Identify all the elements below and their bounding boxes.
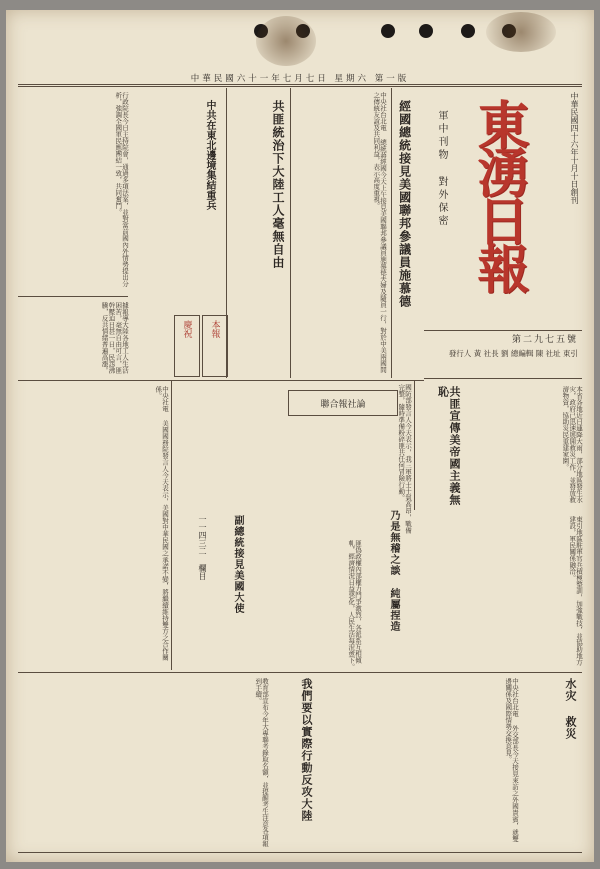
article-column-9: 中央社台北電 外交部長今天接見來訪之外國貴賓，就雙邊關係及國際情勢交換意見。 <box>504 678 519 842</box>
headline-1: 經國總統接見美國聯邦參議員施慕德 <box>397 100 412 308</box>
headline-6: 我們要以實際行動反攻大陸 <box>300 678 313 822</box>
article-column-6: 中央社電 美國國務院發言人今天表示，美國對中華民國之承諾不變，將繼續維持雙方之合作關係。 <box>154 386 169 661</box>
newspaper-page <box>6 10 594 862</box>
issue-number: 第二九七五號 <box>511 335 578 345</box>
headline-7: 水灾 救災 <box>564 678 577 740</box>
punch-hole <box>381 24 395 38</box>
headline-8: 共匪統治下大陸工人毫無自由 <box>271 100 285 269</box>
article-column-4: 國防部發言人今天表示，我三軍將士士氣高昂，戰備完整，隨時準備粉碎匪共任何冒險行動。 <box>397 384 412 534</box>
article-column-2: 行政院長今日主持院會，通過多項法案，並對當前國內外情勢提出分析，強調全國軍民應團結一致，共同奮鬥。 <box>114 92 129 287</box>
article-column-8: 東引地區駐軍官兵積極整訓，加強戰技，並協助地方建設，軍民關係融洽。 <box>568 516 583 666</box>
box-banner-1: 慶祝 <box>174 315 200 377</box>
masthead-date: 中華民國四十六年十月十日創刊 <box>570 92 579 204</box>
masthead-slogan: 軍中刊物 對外保密 <box>436 110 447 228</box>
stain <box>486 12 556 52</box>
article-column-5: 本省各地近日連降大雨，部分地區發生水灾，政府已迅速展開救災工作，並發放救濟物資，協助災民重建家園。 <box>561 386 583 503</box>
punch-hole <box>461 24 475 38</box>
header-line: 中華民國六十一年七月七日 星期六 第一版 <box>190 74 410 84</box>
small-column: 一一四三二 欄目 <box>198 515 207 580</box>
article-column-10: 教育部宣布今年大專聯考錄取名額，並提醒考生注意各項報到手續。 <box>254 678 269 847</box>
headline-4: 乃是無稽之談 純屬捏造 <box>388 510 399 632</box>
stain <box>256 16 316 66</box>
masthead-title: 東湧日報 <box>468 98 529 290</box>
punch-hole <box>419 24 433 38</box>
headline-5: 中共在東北邊境集結重兵 <box>204 100 215 210</box>
article-column-1: 中央社台北電 總統蔣經國今天上午接見美國聯邦參議員施慕德夫婦及隨員一行，對於中美兩國間之傳統友誼及共同利益，表示高度重視。 <box>372 92 387 373</box>
mid-headline-box <box>288 390 398 416</box>
article-column-3: 據報導大陸各地工人生活困苦，毫無自由可言，匪幹壓迫日甚一日，民怨沸騰，反共情緒普遍高漲。 <box>100 302 129 374</box>
publisher-info: 發行人 黃 社長 劉 總編輯 陳 社址 東引 <box>448 349 578 358</box>
mid-headline: 聯合報社論 <box>320 400 366 410</box>
headline-3: 共匪宣傳美帝國主義無恥 <box>436 386 461 506</box>
article-column-7: 匪偽政權內部權力鬥爭激烈，各派系互相傾軋，經濟情況日益惡化，人民生活每況愈下。 <box>347 540 362 670</box>
box-banner-2: 本報 <box>202 315 228 377</box>
headline-2: 副總統接見美國大使 <box>232 515 243 614</box>
